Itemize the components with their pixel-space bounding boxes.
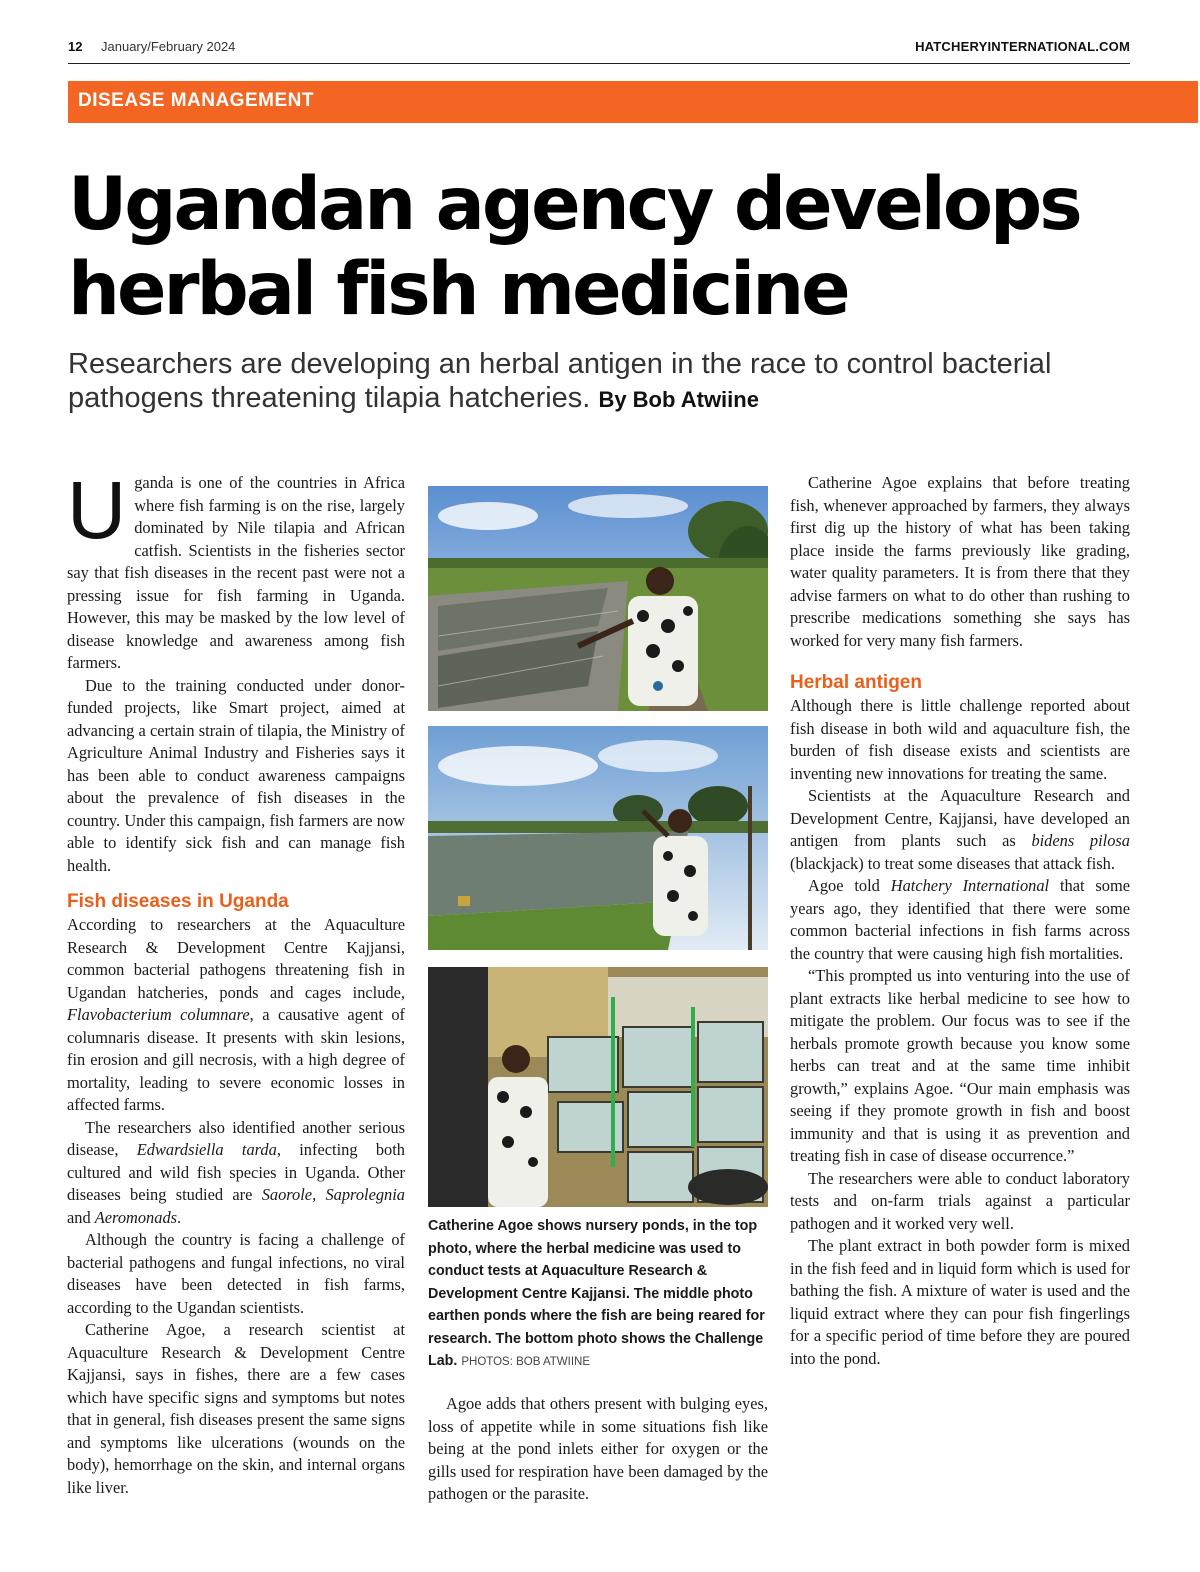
- headline: Ugandan agency develops herbal fish medicine: [68, 162, 1080, 332]
- column-1: [67, 465, 406, 1499]
- species-name: Saorole, Saprolegnia: [261, 1185, 405, 1204]
- paragraph-text: , infecting both cultured and wild fish species in Uganda. Other diseases being studied are: [67, 1140, 405, 1204]
- issue-date: January/February 2024: [101, 39, 236, 54]
- publication-name: Hatchery International: [890, 876, 1050, 895]
- page-header: [68, 36, 1130, 64]
- deck: [68, 347, 1128, 415]
- photo-credit: PHOTOS: BOB ATWIINE: [461, 1356, 591, 1368]
- paragraph-text: (blackjack) to treat some diseases that attack fish.: [790, 853, 1115, 873]
- paragraph: Although the country is facing a challenge of bacterial pathogens and fungal infections, no viral diseases have been detected in fish farms, according to the Ugandan scientists.: [67, 1230, 405, 1317]
- paragraph: Catherine Agoe explains that before treating fish, whenever approached by farmers, they always first dig up the history of what has been taking place inside the farms previously like grading, water quality parameters. It is from there that they advise farmers on what to do other than rushing to prescribe medications something she says has worked for very many fish farmers.: [790, 473, 1130, 650]
- species-name: Edwardsiella tarda: [136, 1140, 277, 1159]
- species-name: Aeromonads: [94, 1207, 178, 1227]
- photo-nursery-ponds: [428, 486, 768, 711]
- paragraph: [67, 1117, 405, 1230]
- section-banner: [68, 81, 1198, 123]
- column-2: [428, 1393, 768, 1506]
- species-name: bidens pilosa: [1031, 831, 1130, 850]
- paragraph: Due to the training conducted under donor-funded projects, like Smart project, aimed at advancing a certain strain of tilapia, the Ministry of Agriculture Animal Industry and Fisheries says it has been able to conduct awareness campaigns about the prevalence of fish diseases in the country. Under this campaign, fish farmers are now able to identify sick fish and can manage fish health.: [67, 675, 405, 875]
- paragraph-text: The researchers also identified another serious disease,: [67, 1117, 405, 1159]
- caption-text: Catherine Agoe shows nursery ponds, in the top photo, where the herbal medicine was used to conduct tests at Aquaculture Research & Development Centre Kajjansi. The middle photo earthen ponds where the fish are being reared for research. The bottom photo shows the Challenge Lab.: [428, 1218, 765, 1369]
- photo-challenge-lab: [428, 967, 768, 1207]
- column-3: [790, 472, 1130, 1370]
- paragraph-text: , a causative agent of columnaris disease. It presents with skin lesions, fin erosion and gill necrosis, with a high degree of mortality, leading to severe economic losses in affected farms.: [67, 1005, 406, 1114]
- deck-text: Researchers are developing an herbal antigen in the race to control bacterial pathogens threatening tilapia hatcheries.: [68, 348, 1052, 414]
- paragraph-text: .: [177, 1207, 182, 1227]
- species-name: Flavobacterium columnare: [67, 1005, 250, 1024]
- paragraph: [67, 465, 405, 675]
- paragraph-text: Scientists at the Aquaculture Research and Development Centre, Kajjansi, have developed an antigen from plants such as: [790, 786, 1130, 850]
- paragraph-text: Agoe told: [808, 876, 891, 895]
- paragraph: Catherine Agoe, a research scientist at Aquaculture Research & Development Centre Kajjansi, says in fishes, there are a few cases which have specific signs and symptoms but notes that in general, fish diseases present the same signs and symptoms like ulcerations (wounds on the body), hemorrhage on the skin, and internal organs like liver.: [67, 1320, 405, 1497]
- paragraph: [67, 914, 405, 1117]
- byline: By Bob Atwiine: [598, 387, 759, 412]
- drop-cap: U: [67, 465, 127, 556]
- paragraph: “This prompted us into venturing into the use of plant extracts like herbal medicine to see how to mitigate the problem. Our focus was to see if the herbals promote growth because you know some herbs can treat and at the same time inhibit growth,” explains Agoe. “Our main emphasis was seeing if they promote growth in fish and boost immunity and that is using it as prevention and treating fish in case of disease occurrence.”: [790, 966, 1130, 1165]
- paragraph-text: and: [67, 1207, 95, 1227]
- paragraph-text: that some years ago, they identified that there were some common bacterial infections in fish farms across the country that were causing high fish mortalities.: [790, 876, 1130, 963]
- paragraph: Although there is little challenge reported about fish disease in both wild and aquaculture fish, the burden of fish disease exists and scientists are inventing new innovations for treating the same.: [790, 696, 1130, 783]
- paragraph-text: According to researchers at the Aquaculture Research & Development Centre Kajjansi, common bacterial pathogens threatening fish in Ugandan hatcheries, ponds and cages include,: [67, 915, 405, 1002]
- subhead-herbal-antigen: Herbal antigen: [790, 672, 922, 693]
- section-label: DISEASE MANAGEMENT: [78, 90, 314, 111]
- paragraph: The researchers were able to conduct laboratory tests and on-farm trials against a particular pathogen and it worked very well.: [790, 1168, 1130, 1233]
- photo-caption: [428, 1215, 773, 1373]
- paragraph: [790, 875, 1130, 965]
- paragraph: Agoe adds that others present with bulging eyes, loss of appetite while in some situations fish like being at the pond inlets either for oxygen or the gills used for respiration have been damaged by the pathogen or the parasite.: [428, 1394, 768, 1503]
- paragraph: [790, 785, 1130, 875]
- paragraph: The plant extract in both powder form is mixed in the fish feed and in liquid form which is used for bathing the fish. A mixture of water is used and the liquid extract where they can pour fish fingerlings for a specific period of time before they are poured into the pond.: [790, 1236, 1130, 1368]
- site-url[interactable]: HATCHERYINTERNATIONAL.COM: [915, 39, 1130, 54]
- subhead-fish-diseases: Fish diseases in Uganda: [67, 891, 289, 912]
- photo-earthen-ponds: [428, 726, 768, 950]
- page-number: 12: [68, 39, 83, 54]
- paragraph-text: ganda is one of the countries in Africa where fish farming is on the rise, largely dominated by Nile tilapia and African catfish. Scientists in the fisheries sector say that fish diseases in the recent past were not a pressing issue for fish farming in Uganda. However, this may be masked by the low level of disease knowledge and awareness among fish farmers.: [67, 473, 405, 672]
